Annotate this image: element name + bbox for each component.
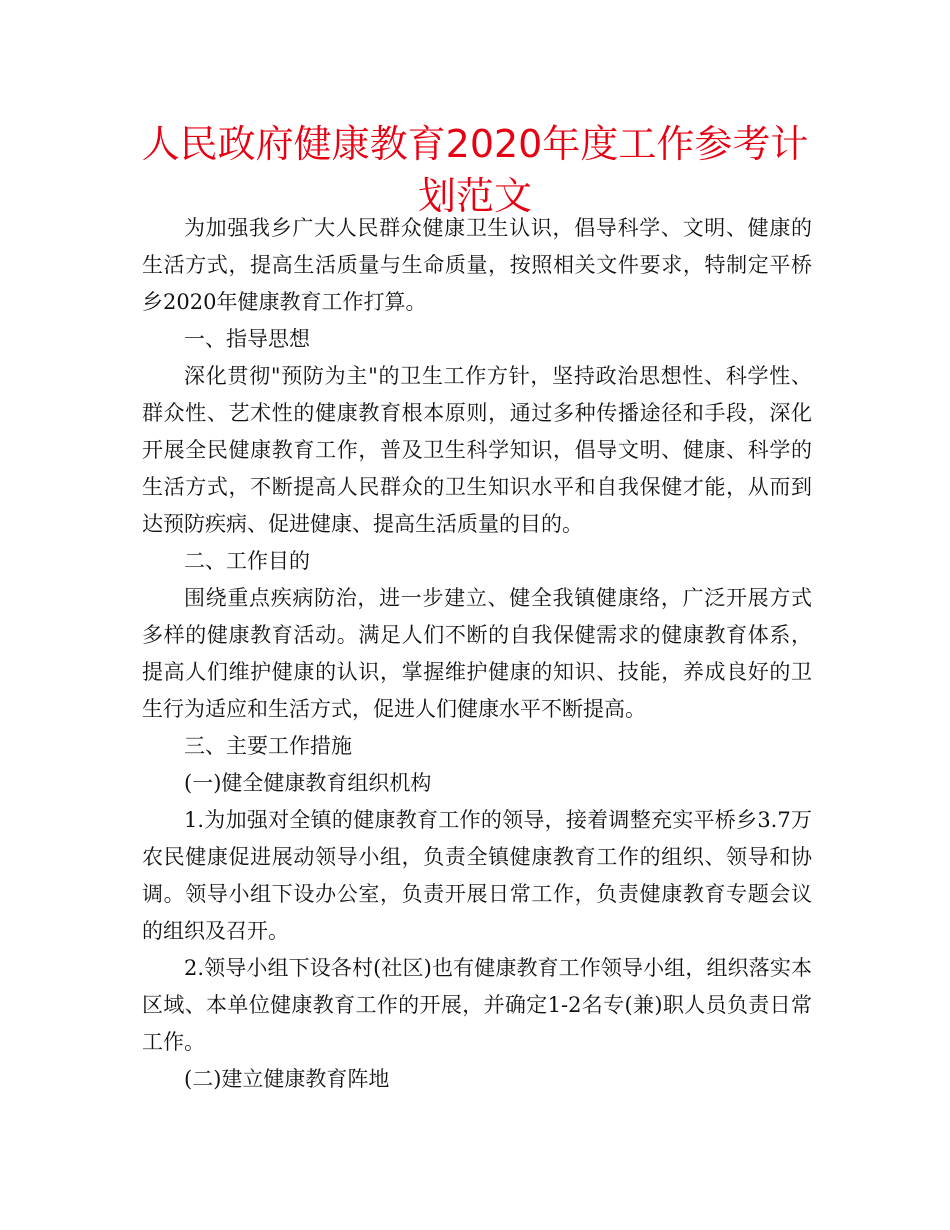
guiding-ideology-paragraph: 深化贯彻"预防为主"的卫生工作方针，坚持政治思想性、科学性、群众性、艺术性的健康教育根本原则，通过多种传播途径和手段，深化开展全民健康教育工作，普及卫生科学知识，倡导文明、健康、科学的生活方式，不断提高人民群众的卫生知识水平和自我保健才能，从而到达预防疾病、促进健康、提高生活质量的目的。	[142, 364, 812, 536]
document-body	[142, 210, 812, 1098]
section-heading-work-objectives: 二、工作目的	[184, 549, 310, 573]
subsection-heading-education-base: (二)建立健康教育阵地	[184, 1067, 390, 1091]
intro-paragraph: 为加强我乡广大人民群众健康卫生认识，倡导科学、文明、健康的生活方式，提高生活质量与生命质量，按照相关文件要求，特制定平桥乡2020年健康教育工作打算。	[142, 216, 812, 314]
measure-item-1: 1.为加强对全镇的健康教育工作的领导，接着调整充实平桥乡3.7万农民健康促进展动领导小组，负责全镇健康教育工作的组织、领导和协调。领导小组下设办公室，负责开展日常工作，负责健康教育专题会议的组织及召开。	[142, 808, 812, 943]
work-objectives-paragraph: 围绕重点疾病防治，进一步建立、健全我镇健康络，广泛开展方式多样的健康教育活动。满足人们不断的自我保健需求的健康教育体系，提高人们维护健康的认识，掌握维护健康的知识、技能，养成良好的卫生行为适应和生活方式，促进人们健康水平不断提高。	[142, 586, 812, 721]
document-title: 人民政府健康教育2020年度工作参考计划范文	[141, 122, 809, 218]
subsection-heading-organization: (一)健全健康教育组织机构	[184, 771, 432, 795]
measure-item-2: 2.领导小组下设各村(社区)也有健康教育工作领导小组，组织落实本区域、本单位健康教育工作的开展，并确定1-2名专(兼)职人员负责日常工作。	[142, 956, 812, 1054]
section-heading-guiding-ideology: 一、指导思想	[184, 327, 310, 351]
section-heading-main-measures: 三、主要工作措施	[184, 734, 352, 758]
